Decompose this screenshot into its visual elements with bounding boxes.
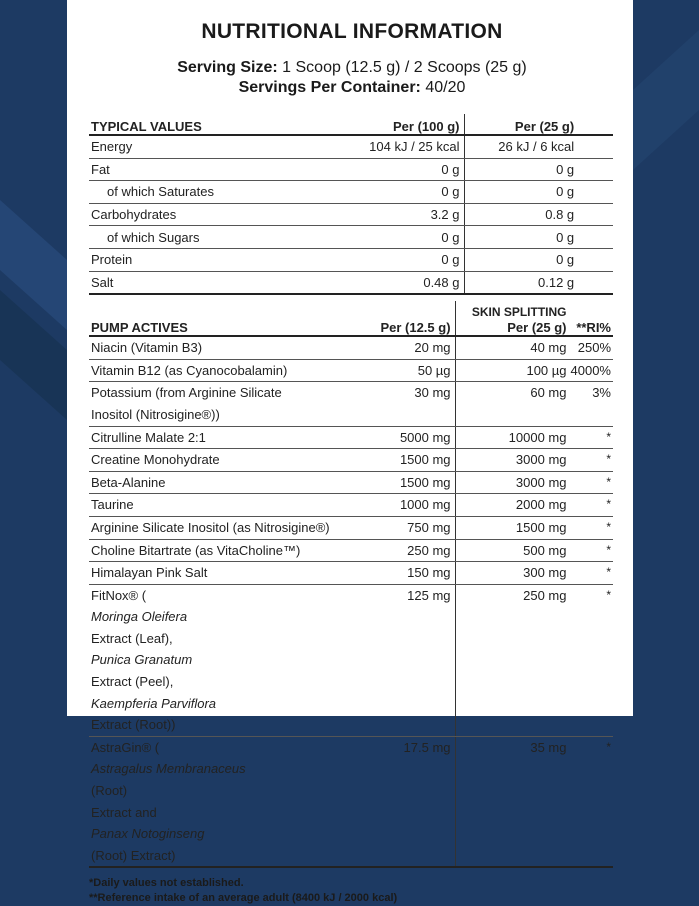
row-name: Carbohydrates bbox=[89, 203, 369, 226]
row-ri: * bbox=[571, 516, 614, 539]
row-per25: 0 g bbox=[464, 158, 578, 181]
serving-size-label: Serving Size: bbox=[177, 59, 278, 76]
row-ri: 3% bbox=[571, 382, 614, 426]
row-ri: * bbox=[571, 539, 614, 562]
row-per25: 3000 mg bbox=[455, 471, 570, 494]
row-per125: 1500 mg bbox=[366, 471, 455, 494]
row-name: Vitamin B12 (as Cyanocobalamin) bbox=[89, 359, 366, 382]
row-name: Taurine bbox=[89, 494, 366, 517]
row-ri: * bbox=[571, 471, 614, 494]
table-row bbox=[89, 359, 613, 382]
row-per25: 0 g bbox=[464, 226, 578, 249]
row-per125: 5000 mg bbox=[366, 426, 455, 449]
pump-header-row bbox=[89, 301, 613, 336]
table-row-astragin bbox=[89, 736, 613, 867]
row-per25: 0 g bbox=[464, 181, 578, 204]
table-row bbox=[89, 382, 613, 426]
row-per25: 35 mg bbox=[455, 736, 570, 867]
footnote-reference-intake: **Reference intake of an average adult (8400 kJ / 2000 kcal) bbox=[89, 892, 398, 905]
row-per25: 300 mg bbox=[455, 562, 570, 585]
row-per25: 26 kJ / 6 kcal bbox=[464, 135, 578, 158]
table-row-fitnox bbox=[89, 584, 613, 736]
astragin-panax: Panax Notoginseng bbox=[91, 826, 205, 842]
row-ri: * bbox=[571, 562, 614, 585]
row-per100: 0.48 g bbox=[369, 271, 464, 294]
per25-label: Per (25 g) bbox=[507, 320, 567, 336]
table-row bbox=[89, 449, 613, 472]
row-per100: 0 g bbox=[369, 226, 464, 249]
astragin-root: (Root) bbox=[91, 783, 128, 799]
row-per125: 150 mg bbox=[366, 562, 455, 585]
fitnox-punica: Punica Granatum bbox=[91, 652, 193, 668]
footnotes bbox=[89, 876, 615, 906]
table-row bbox=[89, 471, 613, 494]
row-name: Arginine Silicate Inositol (as Nitrosigine®) bbox=[89, 516, 366, 539]
fitnox-kaempferia: Kaempferia Parviflora bbox=[91, 695, 216, 711]
servings-per-container-value: 40/20 bbox=[420, 79, 466, 96]
astragin-line1 bbox=[91, 737, 366, 802]
row-ri: 4000% bbox=[571, 359, 614, 382]
row-per125: 30 mg bbox=[366, 382, 455, 426]
row-name bbox=[89, 584, 366, 736]
row-per100: 0 g bbox=[369, 158, 464, 181]
typical-values-table bbox=[89, 114, 613, 295]
row-name: Protein bbox=[89, 248, 369, 271]
row-per100: 0 g bbox=[369, 181, 464, 204]
row-name: Creatine Monohydrate bbox=[89, 449, 366, 472]
table-row bbox=[89, 226, 613, 249]
row-per125: 20 mg bbox=[366, 336, 455, 359]
nutrition-label-panel bbox=[67, 0, 633, 905]
table-row bbox=[89, 203, 613, 226]
row-per125: 1000 mg bbox=[366, 494, 455, 517]
row-per25: 0.12 g bbox=[464, 271, 578, 294]
row-per125: 50 µg bbox=[366, 359, 455, 382]
row-per25: 500 mg bbox=[455, 539, 570, 562]
table-row bbox=[89, 271, 613, 294]
fitnox-moringa: Moringa Oleifera bbox=[91, 609, 188, 625]
pump-header-per125: Per (12.5 g) bbox=[366, 301, 455, 336]
typical-header-name: TYPICAL VALUES bbox=[89, 114, 369, 135]
row-per25: 0 g bbox=[464, 248, 578, 271]
row-ri: * bbox=[571, 736, 614, 867]
pump-header-per25 bbox=[455, 301, 570, 336]
typical-header-per25: Per (25 g) bbox=[464, 114, 578, 135]
astragin-extract-and: Extract and bbox=[91, 804, 157, 820]
row-name: Citrulline Malate 2:1 bbox=[89, 426, 366, 449]
row-ri: * bbox=[571, 494, 614, 517]
astragin-root-extract: (Root) Extract) bbox=[91, 847, 176, 863]
row-name: Beta-Alanine bbox=[89, 471, 366, 494]
row-per100: 0 g bbox=[369, 248, 464, 271]
row-name bbox=[89, 382, 366, 426]
table-row bbox=[89, 248, 613, 271]
table-row bbox=[89, 516, 613, 539]
row-name bbox=[89, 736, 366, 867]
row-per125: 17.5 mg bbox=[366, 736, 455, 867]
table-row bbox=[89, 494, 613, 517]
row-per125: 125 mg bbox=[366, 584, 455, 736]
table-row bbox=[89, 426, 613, 449]
row-ri: * bbox=[571, 426, 614, 449]
row-name: Energy bbox=[89, 135, 369, 158]
table-row bbox=[89, 562, 613, 585]
serving-size-line bbox=[89, 58, 615, 78]
row-ri: * bbox=[571, 449, 614, 472]
row-per125: 750 mg bbox=[366, 516, 455, 539]
typical-header-row bbox=[89, 114, 613, 135]
row-name: Choline Bitartrate (as VitaCholine™) bbox=[89, 539, 366, 562]
row-name: Himalayan Pink Salt bbox=[89, 562, 366, 585]
row-name: Niacin (Vitamin B3) bbox=[89, 336, 366, 359]
row-ri: 250% bbox=[571, 336, 614, 359]
fitnox-root: Extract (Root)) bbox=[91, 717, 176, 733]
row-per25: 0.8 g bbox=[464, 203, 578, 226]
pump-header-name: PUMP ACTIVES bbox=[89, 301, 366, 336]
table-row bbox=[89, 181, 613, 204]
servings-per-container-label: Servings Per Container: bbox=[238, 79, 421, 96]
servings-per-container-line bbox=[89, 78, 615, 98]
astragin-brand: AstraGin® ( bbox=[91, 739, 160, 755]
table-row bbox=[89, 336, 613, 359]
row-per25: 3000 mg bbox=[455, 449, 570, 472]
row-per25: 60 mg bbox=[455, 382, 570, 426]
row-per25: 40 mg bbox=[455, 336, 570, 359]
label-title: NUTRITIONAL INFORMATION bbox=[201, 20, 503, 43]
row-per25: 250 mg bbox=[455, 584, 570, 736]
table-row bbox=[89, 135, 613, 158]
fitnox-peel: Extract (Peel), bbox=[91, 674, 174, 690]
row-per25: 1500 mg bbox=[455, 516, 570, 539]
pump-header-ri: **RI% bbox=[571, 301, 614, 336]
row-per125: 1500 mg bbox=[366, 449, 455, 472]
row-per125: 250 mg bbox=[366, 539, 455, 562]
table-row bbox=[89, 158, 613, 181]
row-name: of which Sugars bbox=[89, 226, 369, 249]
row-per100: 3.2 g bbox=[369, 203, 464, 226]
row-name: Salt bbox=[89, 271, 369, 294]
row-per25: 10000 mg bbox=[455, 426, 570, 449]
pump-actives-table bbox=[89, 301, 613, 868]
table-row bbox=[89, 539, 613, 562]
row-per100: 104 kJ / 25 kcal bbox=[369, 135, 464, 158]
fitnox-leaf: Extract (Leaf), bbox=[91, 630, 173, 646]
row-name-line1: Potassium (from Arginine Silicate bbox=[91, 385, 282, 401]
typical-header-per100: Per (100 g) bbox=[369, 114, 464, 135]
astragin-astragalus: Astragalus Membranaceus bbox=[91, 761, 246, 777]
footnote-daily-values: *Daily values not established. bbox=[89, 877, 244, 890]
fitnox-brand: FitNox® ( bbox=[91, 587, 147, 603]
fitnox-line1 bbox=[91, 585, 366, 650]
row-per25: 100 µg bbox=[455, 359, 570, 382]
row-ri: * bbox=[571, 584, 614, 736]
row-name: of which Saturates bbox=[89, 181, 369, 204]
row-name: Fat bbox=[89, 158, 369, 181]
fitnox-line3 bbox=[91, 693, 366, 736]
row-per25: 2000 mg bbox=[455, 494, 570, 517]
fitnox-line2 bbox=[91, 649, 366, 692]
astragin-line2 bbox=[91, 802, 366, 867]
serving-size-value: 1 Scoop (12.5 g) / 2 Scoops (25 g) bbox=[277, 59, 527, 76]
row-name-line2: Inositol (Nitrosigine®)) bbox=[91, 406, 220, 422]
skin-splitting-label: SKIN SPLITTING bbox=[471, 305, 567, 320]
typical-header-blank bbox=[578, 114, 613, 135]
